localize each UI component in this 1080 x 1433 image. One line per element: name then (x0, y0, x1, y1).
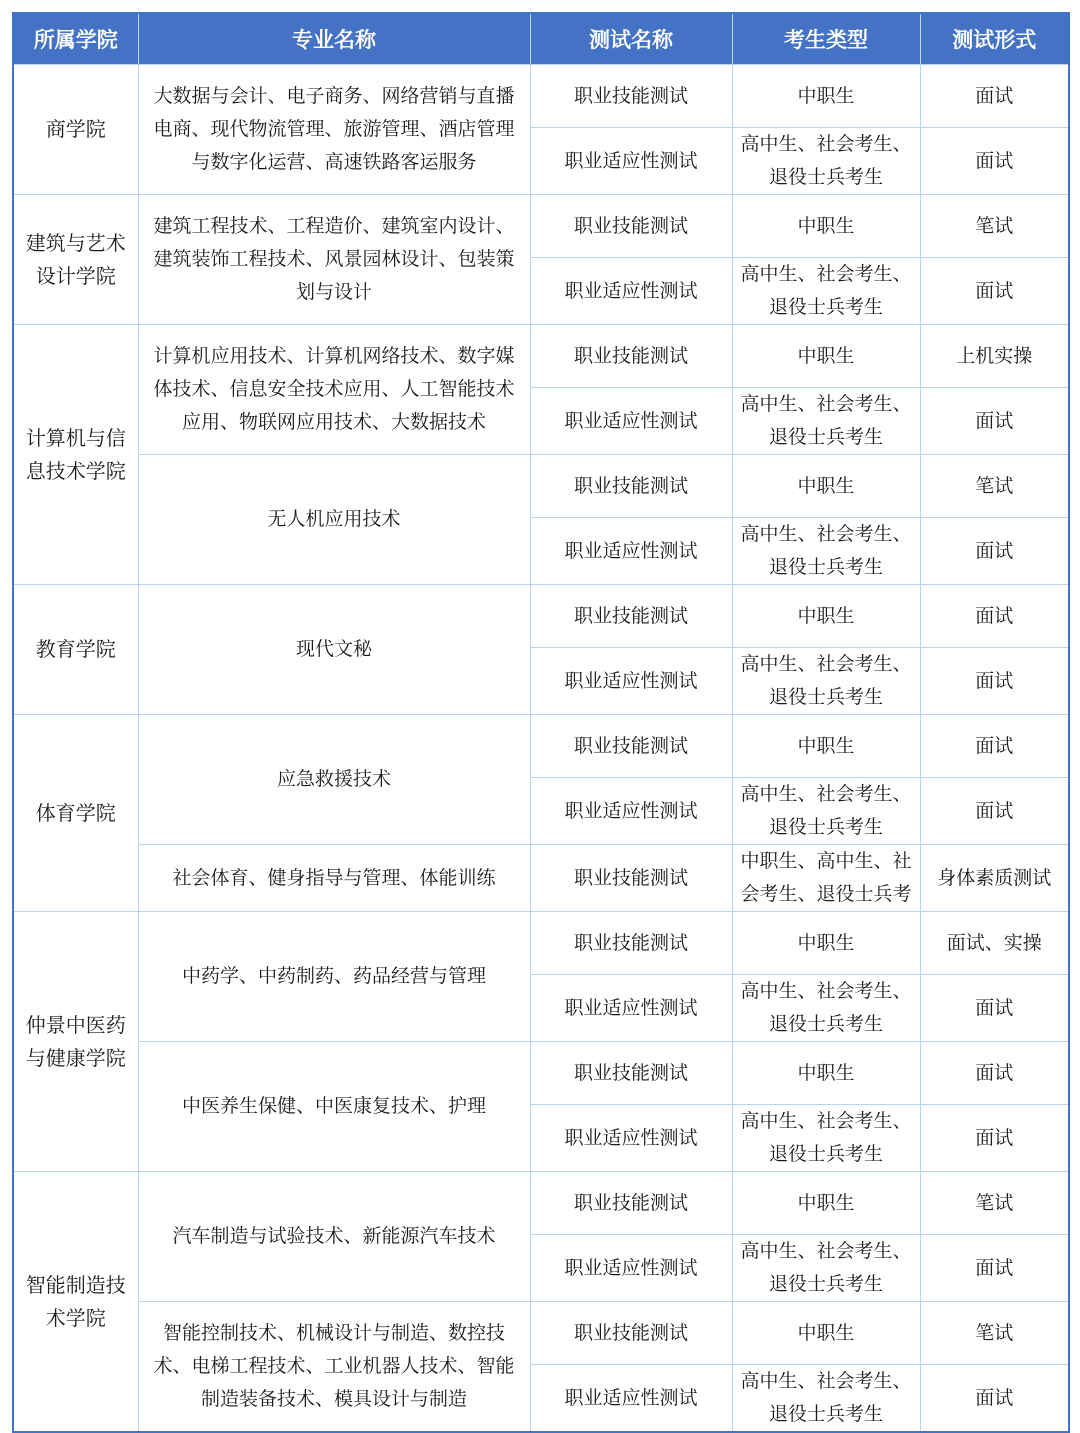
major-cell: 汽车制造与试验技术、新能源汽车技术 (138, 1172, 530, 1302)
candidate-type-cell: 中职生 (732, 195, 920, 258)
test-form-cell: 身体素质测试 (920, 845, 1069, 912)
test-form-cell: 面试 (920, 975, 1069, 1042)
admissions-table-container (12, 12, 1068, 1433)
major-cell: 智能控制技术、机械设计与制造、数控技术、电梯工程技术、工业机器人技术、智能制造装备技术、模具设计与制造 (138, 1302, 530, 1433)
test-form-cell: 面试 (920, 258, 1069, 325)
candidate-type-cell: 中职生 (732, 585, 920, 648)
test-name-cell: 职业适应性测试 (530, 258, 732, 325)
table-row (13, 845, 1069, 912)
table-header-row (13, 13, 1069, 65)
header-test-form: 测试形式 (920, 13, 1069, 65)
table-row (13, 65, 1069, 128)
major-cell: 应急救援技术 (138, 715, 530, 845)
candidate-type-cell: 高中生、社会考生、退役士兵考生 (732, 518, 920, 585)
test-name-cell: 职业适应性测试 (530, 518, 732, 585)
test-form-cell: 面试 (920, 518, 1069, 585)
test-form-cell: 笔试 (920, 195, 1069, 258)
test-name-cell: 职业适应性测试 (530, 1365, 732, 1433)
college-cell: 计算机与信息技术学院 (13, 325, 138, 585)
test-name-cell: 职业技能测试 (530, 1172, 732, 1235)
candidate-type-cell: 中职生 (732, 65, 920, 128)
major-cell: 大数据与会计、电子商务、网络营销与直播电商、现代物流管理、旅游管理、酒店管理与数字化运营、高速铁路客运服务 (138, 65, 530, 195)
major-cell: 计算机应用技术、计算机网络技术、数字媒体技术、信息安全技术应用、人工智能技术应用、物联网应用技术、大数据技术 (138, 325, 530, 455)
header-college: 所属学院 (13, 13, 138, 65)
test-form-cell: 面试 (920, 715, 1069, 778)
test-name-cell: 职业技能测试 (530, 325, 732, 388)
candidate-type-cell: 高中生、社会考生、退役士兵考生 (732, 975, 920, 1042)
major-cell: 无人机应用技术 (138, 455, 530, 585)
college-cell: 建筑与艺术设计学院 (13, 195, 138, 325)
test-form-cell: 面试 (920, 1235, 1069, 1302)
test-form-cell: 笔试 (920, 1302, 1069, 1365)
candidate-type-cell: 高中生、社会考生、退役士兵考生 (732, 648, 920, 715)
table-row (13, 1302, 1069, 1365)
candidate-type-cell: 高中生、社会考生、退役士兵考生 (732, 1365, 920, 1433)
candidate-type-cell: 中职生、高中生、社会考生、退役士兵考 (732, 845, 920, 912)
test-name-cell: 职业适应性测试 (530, 975, 732, 1042)
candidate-type-cell: 高中生、社会考生、退役士兵考生 (732, 128, 920, 195)
major-cell: 中药学、中药制药、药品经营与管理 (138, 912, 530, 1042)
candidate-type-cell: 中职生 (732, 325, 920, 388)
table-row (13, 1042, 1069, 1105)
candidate-type-cell: 中职生 (732, 912, 920, 975)
test-form-cell: 面试 (920, 648, 1069, 715)
test-name-cell: 职业技能测试 (530, 1042, 732, 1105)
table-row (13, 585, 1069, 648)
test-name-cell: 职业技能测试 (530, 715, 732, 778)
college-cell: 体育学院 (13, 715, 138, 912)
admissions-table (12, 12, 1070, 1433)
header-candidate-type: 考生类型 (732, 13, 920, 65)
candidate-type-cell: 高中生、社会考生、退役士兵考生 (732, 1105, 920, 1172)
table-row (13, 325, 1069, 388)
candidate-type-cell: 中职生 (732, 1042, 920, 1105)
test-name-cell: 职业技能测试 (530, 845, 732, 912)
candidate-type-cell: 中职生 (732, 1172, 920, 1235)
college-cell: 教育学院 (13, 585, 138, 715)
candidate-type-cell: 中职生 (732, 715, 920, 778)
candidate-type-cell: 高中生、社会考生、退役士兵考生 (732, 388, 920, 455)
test-form-cell: 上机实操 (920, 325, 1069, 388)
candidate-type-cell: 高中生、社会考生、退役士兵考生 (732, 778, 920, 845)
test-name-cell: 职业适应性测试 (530, 388, 732, 455)
test-name-cell: 职业技能测试 (530, 1302, 732, 1365)
major-cell: 建筑工程技术、工程造价、建筑室内设计、建筑装饰工程技术、风景园林设计、包装策划与设计 (138, 195, 530, 325)
header-major: 专业名称 (138, 13, 530, 65)
test-name-cell: 职业适应性测试 (530, 1235, 732, 1302)
major-cell: 中医养生保健、中医康复技术、护理 (138, 1042, 530, 1172)
candidate-type-cell: 高中生、社会考生、退役士兵考生 (732, 258, 920, 325)
table-row (13, 715, 1069, 778)
test-form-cell: 面试、实操 (920, 912, 1069, 975)
test-form-cell: 面试 (920, 388, 1069, 455)
candidate-type-cell: 中职生 (732, 1302, 920, 1365)
test-name-cell: 职业技能测试 (530, 195, 732, 258)
test-form-cell: 笔试 (920, 455, 1069, 518)
candidate-type-cell: 高中生、社会考生、退役士兵考生 (732, 1235, 920, 1302)
college-cell: 智能制造技术学院 (13, 1172, 138, 1433)
test-name-cell: 职业技能测试 (530, 455, 732, 518)
test-name-cell: 职业适应性测试 (530, 648, 732, 715)
header-test-name: 测试名称 (530, 13, 732, 65)
test-name-cell: 职业技能测试 (530, 65, 732, 128)
test-form-cell: 面试 (920, 1042, 1069, 1105)
test-form-cell: 笔试 (920, 1172, 1069, 1235)
test-name-cell: 职业适应性测试 (530, 1105, 732, 1172)
table-row (13, 1172, 1069, 1235)
table-row (13, 455, 1069, 518)
test-name-cell: 职业适应性测试 (530, 128, 732, 195)
test-form-cell: 面试 (920, 1105, 1069, 1172)
test-form-cell: 面试 (920, 585, 1069, 648)
major-cell: 现代文秘 (138, 585, 530, 715)
candidate-type-cell: 中职生 (732, 455, 920, 518)
test-form-cell: 面试 (920, 1365, 1069, 1433)
college-cell: 商学院 (13, 65, 138, 195)
table-row (13, 912, 1069, 975)
test-form-cell: 面试 (920, 65, 1069, 128)
test-form-cell: 面试 (920, 128, 1069, 195)
college-cell: 仲景中医药与健康学院 (13, 912, 138, 1172)
major-cell: 社会体育、健身指导与管理、体能训练 (138, 845, 530, 912)
test-name-cell: 职业适应性测试 (530, 778, 732, 845)
test-name-cell: 职业技能测试 (530, 585, 732, 648)
test-name-cell: 职业技能测试 (530, 912, 732, 975)
test-form-cell: 面试 (920, 778, 1069, 845)
table-row (13, 195, 1069, 258)
